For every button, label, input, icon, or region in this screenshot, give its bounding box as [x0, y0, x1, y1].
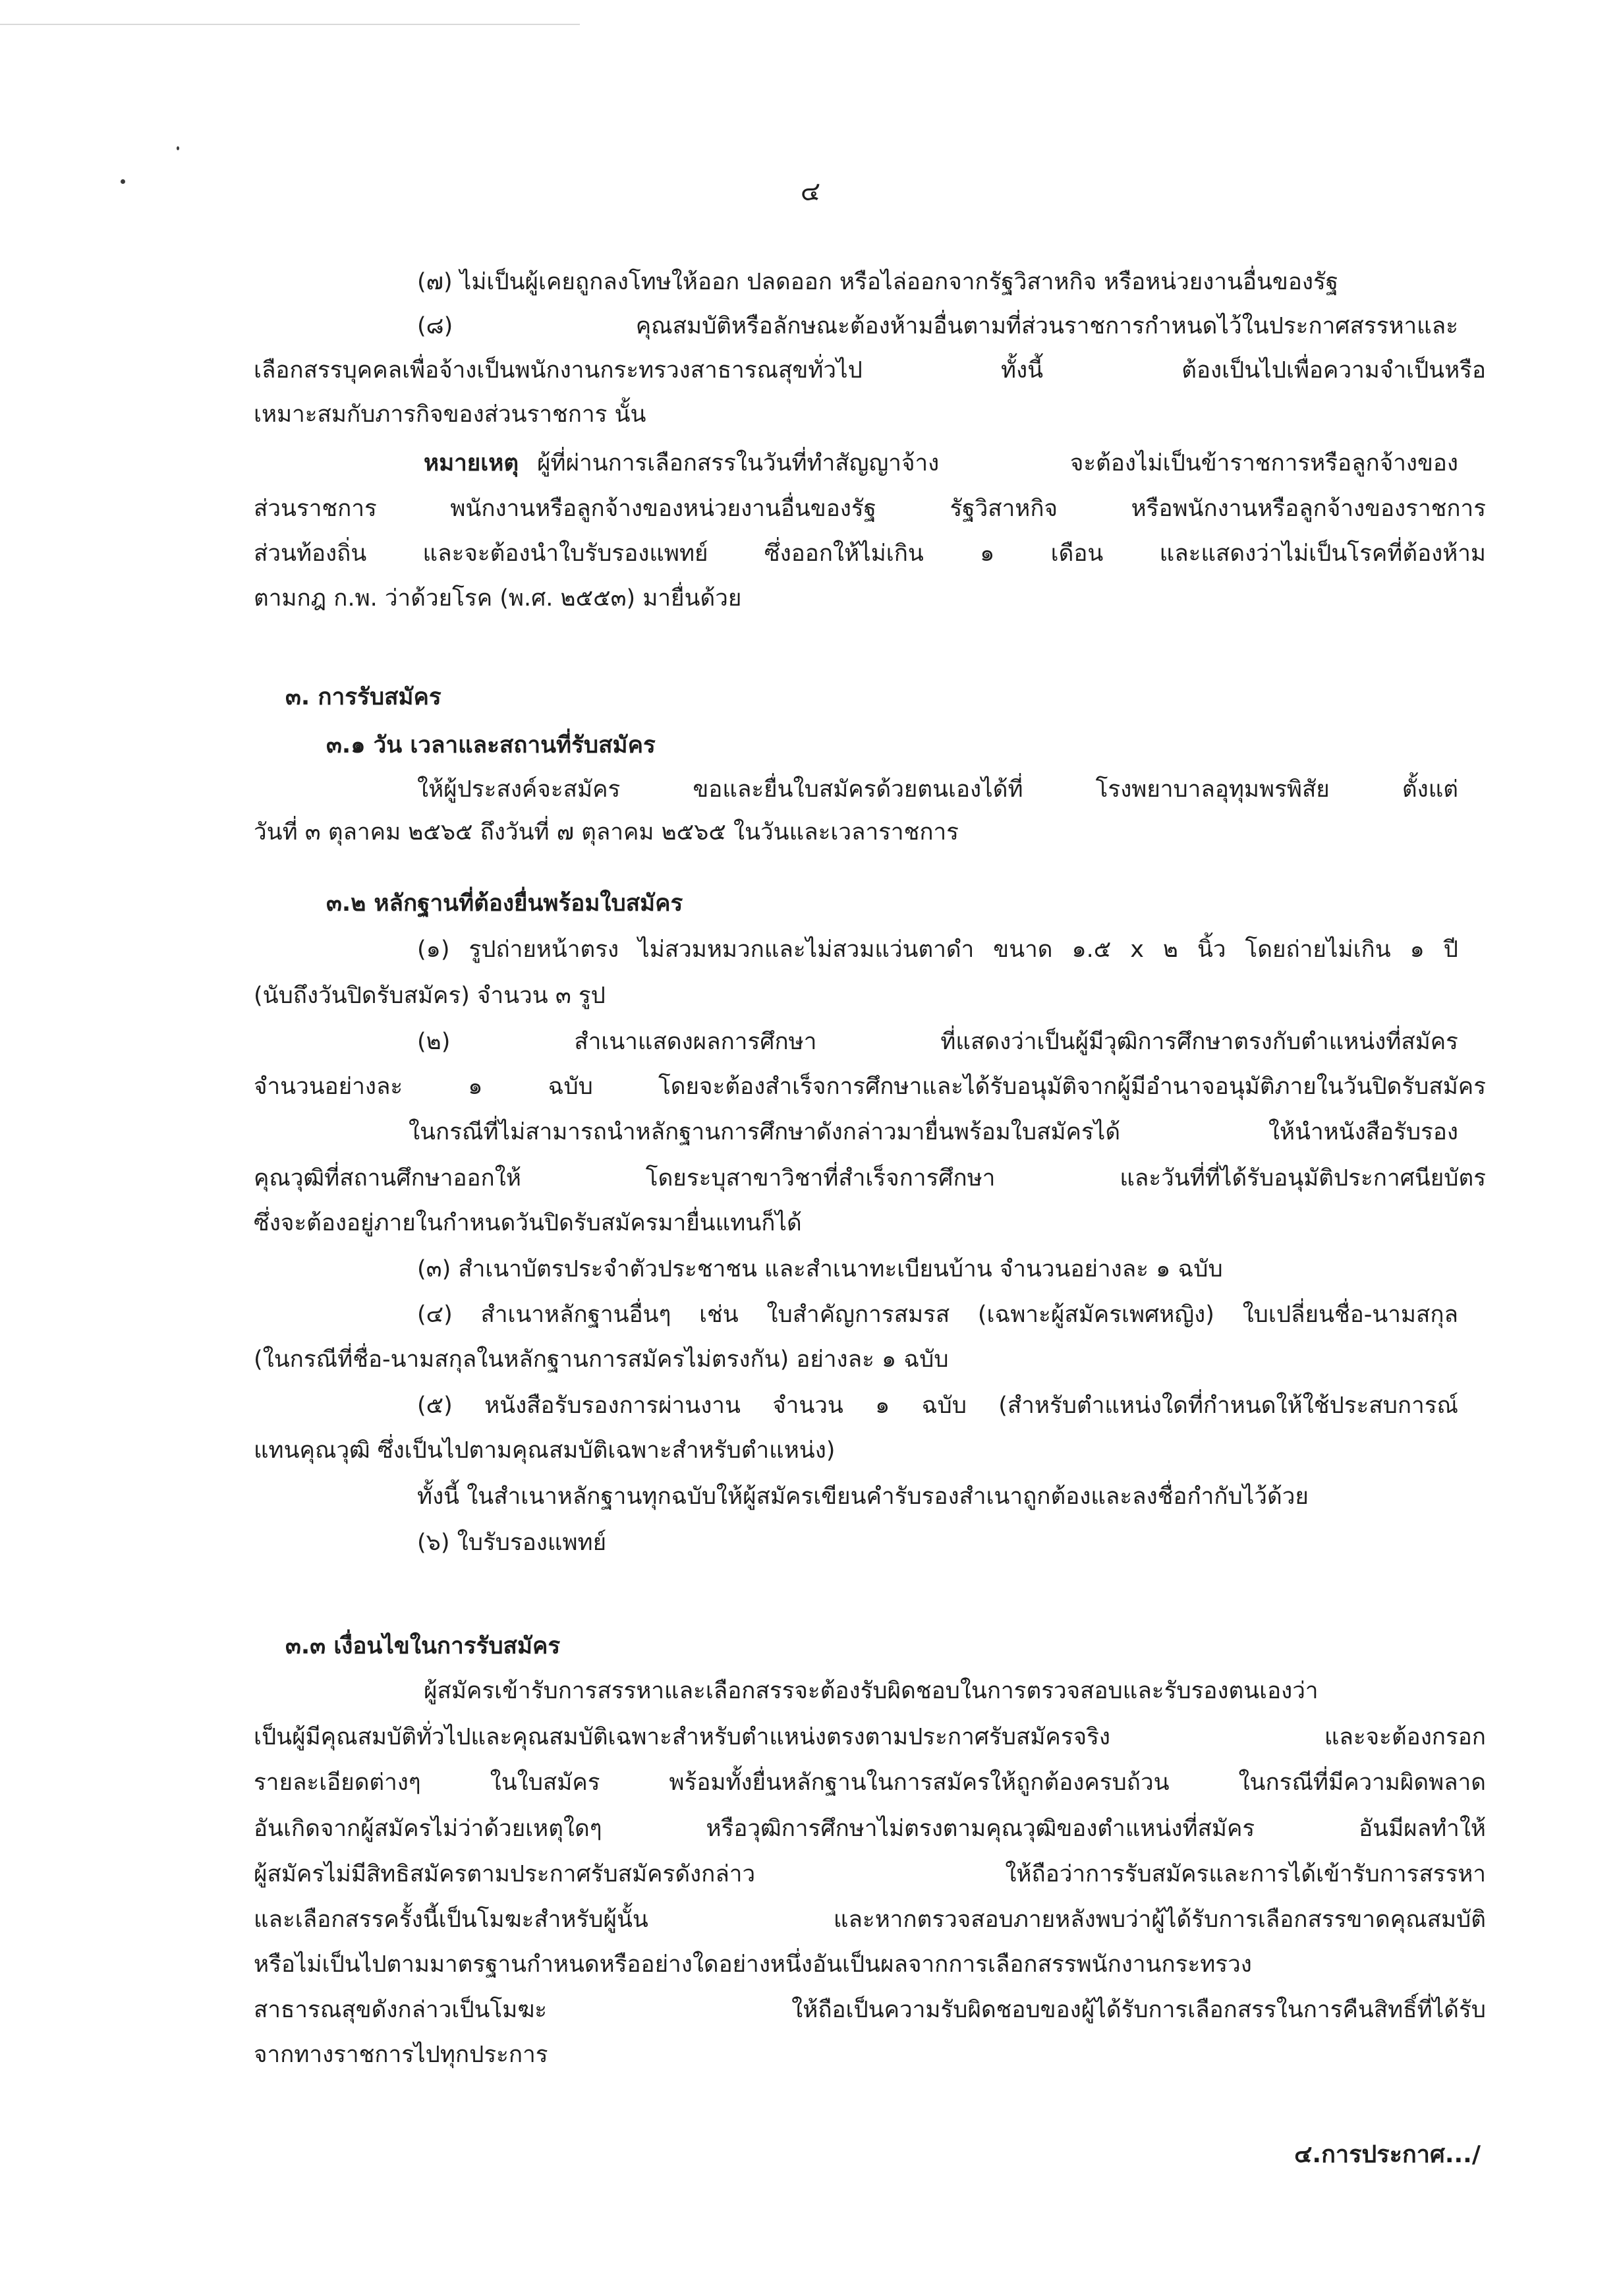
scan-top-edge — [0, 24, 580, 25]
paragraph-line: คุณวุฒิที่สถานศึกษาออกให้ โดยระบุสาขาวิชาที่สำเร็จการศึกษา และวันที่ที่ได้รับอนุมัติประกาศนียบัตร — [254, 1165, 1486, 1191]
subsection-heading: ๓.๓ เงื่อนไขในการรับสมัคร — [285, 1633, 561, 1659]
paragraph-line: (นับถึงวันปิดรับสมัคร) จำนวน ๓ รูป — [254, 983, 606, 1009]
doc-item: (๖) ใบรับรองแพทย์ — [417, 1530, 607, 1556]
paragraph-line: แทนคุณวุฒิ ซึ่งเป็นไปตามคุณสมบัติเฉพาะสำหรับตำแหน่ง) — [254, 1437, 836, 1464]
paragraph-line: รายละเอียดต่างๆ ในใบสมัคร พร้อมทั้งยื่นหลักฐานในการสมัครให้ถูกต้องครบถ้วน ในกรณีที่มีความผิดพลาด — [254, 1769, 1486, 1796]
paragraph-line: อันเกิดจากผู้สมัครไม่ว่าด้วยเหตุใดๆ หรือวุฒิการศึกษาไม่ตรงตามคุณวุฒิของตำแหน่งที่สมัคร อันมีผลทำให้ — [254, 1816, 1486, 1842]
note-line: ผู้ที่ผ่านการเลือกสรรในวันที่ทำสัญญาจ้าง จะต้องไม่เป็นข้าราชการหรือลูกจ้างของ — [537, 450, 1458, 476]
paragraph-line: (ในกรณีที่ชื่อ-นามสกุลในหลักฐานการสมัครไม่ตรงกัน) อย่างละ ๑ ฉบับ — [254, 1346, 949, 1373]
paragraph-line: ให้ผู้ประสงค์จะสมัคร ขอและยื่นใบสมัครด้วยตนเองได้ที่ โรงพยาบาลอุทุมพรพิสัย ตั้งแต่ — [417, 776, 1458, 803]
paragraph-line: ผู้สมัครไม่มีสิทธิสมัครตามประกาศรับสมัครดังกล่าว ให้ถือว่าการรับสมัครและการได้เข้ารับการสรรหา — [254, 1861, 1486, 1887]
paragraph-line: ผู้สมัครเข้ารับการสรรหาและเลือกสรรจะต้องรับผิดชอบในการตรวจสอบและรับรองตนเองว่า — [424, 1678, 1319, 1704]
scan-speck — [121, 179, 125, 184]
paragraph-line: ในกรณีที่ไม่สามารถนำหลักฐานการศึกษาดังกล่าวมายื่นพร้อมใบสมัครได้ ให้นำหนังสือรับรอง — [409, 1119, 1458, 1145]
note-label: หมายเหตุ — [424, 450, 519, 476]
paragraph-line: เหมาะสมกับภารกิจของส่วนราชการ นั้น — [254, 401, 646, 428]
paragraph-line: เลือกสรรบุคคลเพื่อจ้างเป็นพนักงานกระทรวงสาธารณสุขทั่วไป ทั้งนี้ ต้องเป็นไปเพื่อความจำเป็นหรือ — [254, 357, 1486, 384]
scan-speck — [177, 146, 179, 150]
paragraph-line: และเลือกสรรครั้งนี้เป็นโมฆะสำหรับผู้นั้น และหากตรวจสอบภายหลังพบว่าผู้ได้รับการเลือกสรรขาดคุณสมบัติ — [254, 1907, 1486, 1933]
subsection-heading: ๓.๑ วัน เวลาและสถานที่รับสมัคร — [326, 732, 656, 759]
page-number: ๔ — [800, 177, 821, 207]
paragraph-line: จำนวนอย่างละ ๑ ฉบับ โดยจะต้องสำเร็จการศึกษาและได้รับอนุมัติจากผู้มีอำนาจอนุมัติภายในวันปิดรับสมัคร — [254, 1074, 1486, 1100]
note-line: ส่วนราชการ พนักงานหรือลูกจ้างของหน่วยงานอื่นของรัฐ รัฐวิสาหกิจ หรือพนักงานหรือลูกจ้างของราชการ — [254, 496, 1486, 522]
note-line: ส่วนท้องถิ่น และจะต้องนำใบรับรองแพทย์ ซึ่งออกให้ไม่เกิน ๑ เดือน และแสดงว่าไม่เป็นโรคที่ต้องห้าม — [254, 540, 1486, 567]
section-heading: ๓. การรับสมัคร — [285, 684, 441, 710]
doc-item: (๕) หนังสือรับรองการผ่านงาน จำนวน ๑ ฉบับ (สำหรับตำแหน่งใดที่กำหนดให้ใช้ประสบการณ์ — [417, 1392, 1458, 1419]
note-line: ตามกฎ ก.พ. ว่าด้วยโรค (พ.ศ. ๒๕๕๓) มายื่นด้วย — [254, 585, 742, 612]
paragraph-line: หรือไม่เป็นไปตามมาตรฐานกำหนดหรืออย่างใดอย่างหนึ่งอันเป็นผลจากการเลือกสรรพนักงานกระทรวง — [254, 1951, 1252, 1978]
doc-item: (๓) สำเนาบัตรประจำตัวประชาชน และสำเนาทะเบียนบ้าน จำนวนอย่างละ ๑ ฉบับ — [417, 1256, 1223, 1282]
subsection-heading: ๓.๒ หลักฐานที่ต้องยื่นพร้อมใบสมัคร — [326, 890, 683, 917]
doc-item: (๑) รูปถ่ายหน้าตรง ไม่สวมหมวกและไม่สวมแว่นตาดำ ขนาด ๑.๕ x ๒ นิ้ว โดยถ่ายไม่เกิน ๑ ปี — [417, 936, 1458, 963]
paragraph-line: เป็นผู้มีคุณสมบัติทั่วไปและคุณสมบัติเฉพาะสำหรับตำแหน่งตรงตามประกาศรับสมัครจริง และจะต้องกรอก — [254, 1724, 1486, 1750]
item-7: (๗) ไม่เป็นผู้เคยถูกลงโทษให้ออก ปลดออก หรือไล่ออกจากรัฐวิสาหกิจ หรือหน่วยงานอื่นของรัฐ — [417, 269, 1339, 295]
paragraph-line: วันที่ ๓ ตุลาคม ๒๕๖๕ ถึงวันที่ ๗ ตุลาคม ๒๕๖๕ ในวันและเวลาราชการ — [254, 819, 959, 846]
paragraph-line: ทั้งนี้ ในสำเนาหลักฐานทุกฉบับให้ผู้สมัครเขียนคำรับรองสำเนาถูกต้องและลงชื่อกำกับไว้ด้วย — [417, 1483, 1309, 1510]
paragraph-line: ซึ่งจะต้องอยู่ภายในกำหนดวันปิดรับสมัครมายื่นแทนก็ได้ — [254, 1210, 802, 1236]
doc-item: (๒) สำเนาแสดงผลการศึกษา ที่แสดงว่าเป็นผู้มีวุฒิการศึกษาตรงกับตำแหน่งที่สมัคร — [417, 1029, 1458, 1055]
continuation-footer: ๔.การประกาศ.../ — [1294, 2141, 1481, 2168]
paragraph-line: จากทางราชการไปทุกประการ — [254, 2042, 548, 2068]
item-8: (๘) คุณสมบัติหรือลักษณะต้องห้ามอื่นตามที่ส่วนราชการกำหนดไว้ในประกาศสรรหาและ — [417, 313, 1458, 339]
paragraph-line: สาธารณสุขดังกล่าวเป็นโมฆะ ให้ถือเป็นความรับผิดชอบของผู้ได้รับการเลือกสรรในการคืนสิทธิ์ที่ได้รับ — [254, 1997, 1486, 2023]
doc-item: (๔) สำเนาหลักฐานอื่นๆ เช่น ใบสำคัญการสมรส (เฉพาะผู้สมัครเพศหญิง) ใบเปลี่ยนชื่อ-นามสกุล — [417, 1302, 1458, 1328]
